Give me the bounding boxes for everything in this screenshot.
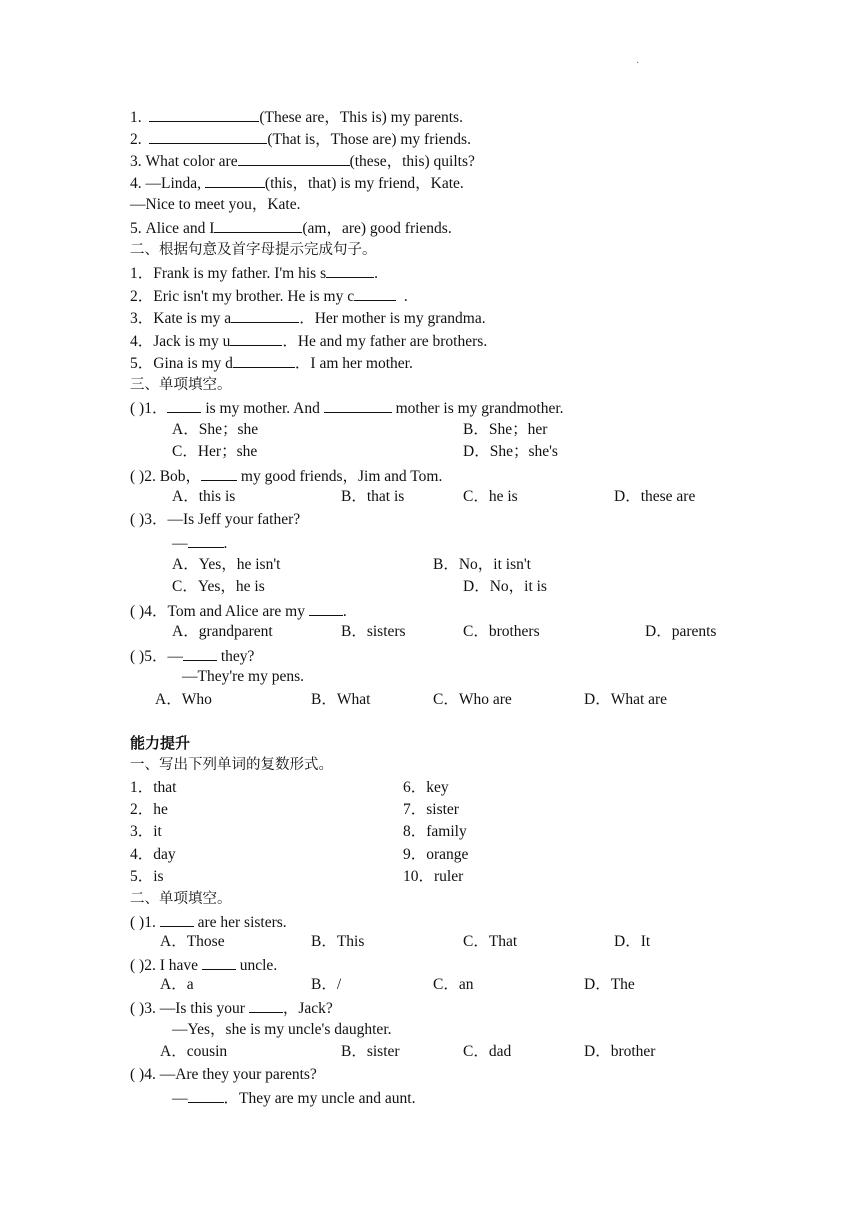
s2-q1-option-a[interactable]: A．Those (160, 933, 225, 950)
p3-q5-reply: —They're my pens. (182, 668, 305, 685)
word-item: 4．day (130, 846, 176, 863)
answer-blank[interactable] (354, 285, 396, 301)
s2-q4-answer: — ．They are my uncle and aunt. (172, 1087, 415, 1109)
answer-blank[interactable] (214, 217, 302, 233)
p3-q3-option-b[interactable]: B．No，it isn't (433, 556, 531, 573)
answer-blank[interactable] (201, 465, 237, 481)
word-item: 1．that (130, 779, 177, 796)
s2-q3-option-a[interactable]: A．cousin (160, 1043, 228, 1060)
answer-blank[interactable] (205, 172, 265, 188)
p3-q5-option-b[interactable]: B．What (311, 691, 371, 708)
p3-q5-option-d[interactable]: D．What are (584, 691, 668, 708)
p1-item-5: 5. Alice and I (am，are) good friends. (130, 217, 452, 239)
p3-q4-option-d[interactable]: D．parents (645, 623, 717, 640)
s2-q2-stem: ( )2. I have uncle. (130, 954, 277, 976)
word-item: 9．orange (403, 846, 469, 863)
p3-q5-stem: ( )5．— they? (130, 645, 254, 667)
part2-heading: 二、根据句意及首字母提示完成句子。 (130, 242, 377, 258)
s2-q1-option-b[interactable]: B．This (311, 933, 365, 950)
p3-q1-option-c[interactable]: C．Her；she (172, 443, 258, 460)
answer-blank[interactable] (230, 330, 282, 346)
p3-q2-option-a[interactable]: A．this is (172, 488, 236, 505)
p2-item-1: 1．Frank is my father. I'm his s . (130, 262, 378, 284)
answer-blank[interactable] (183, 645, 217, 661)
answer-blank[interactable] (326, 262, 374, 278)
word-item: 8．family (403, 823, 467, 840)
p1-item-2: 2. (That is，Those are) my friends. (130, 128, 471, 150)
s2-q3-option-d[interactable]: D．brother (584, 1043, 656, 1060)
p3-q4-stem: ( )4．Tom and Alice are my . (130, 600, 347, 622)
s2-q2-option-c[interactable]: C．an (433, 976, 474, 993)
p3-q3-option-d[interactable]: D．No，it is (463, 578, 547, 595)
p3-q4-option-a[interactable]: A．grandparent (172, 623, 273, 640)
answer-blank[interactable] (149, 106, 259, 122)
answer-blank[interactable] (167, 397, 201, 413)
p2-item-3: 3．Kate is my a ．Her mother is my grandma. (130, 307, 486, 329)
p1-item-4: 4. —Linda, (this，that) is my friend，Kate. (130, 172, 464, 194)
s2-q1-stem: ( )1. are her sisters. (130, 911, 287, 933)
p3-q2-stem: ( )2. Bob， my good friends，Jim and Tom. (130, 465, 442, 487)
answer-blank[interactable] (238, 150, 350, 166)
s2-q3-stem: ( )3. —Is this your ，Jack? (130, 997, 333, 1019)
part3-heading: 三、单项填空。 (130, 377, 232, 393)
word-item: 7．sister (403, 801, 459, 818)
s2-q2-option-a[interactable]: A．a (160, 976, 194, 993)
s2-q3-reply: —Yes，she is my uncle's daughter. (172, 1021, 392, 1038)
p2-item-2: 2．Eric isn't my brother. He is my c . (130, 285, 408, 307)
answer-blank[interactable] (249, 997, 283, 1013)
answer-blank[interactable] (188, 1087, 224, 1103)
answer-blank[interactable] (149, 128, 267, 144)
s2-part2-heading: 二、单项填空。 (130, 891, 232, 907)
answer-blank[interactable] (188, 532, 224, 548)
p2-item-4: 4．Jack is my u ．He and my father are brothers. (130, 330, 487, 352)
p3-q4-option-c[interactable]: C．brothers (463, 623, 540, 640)
p3-q2-option-b[interactable]: B．that is (341, 488, 405, 505)
p3-q3-stem: ( )3．—Is Jeff your father? (130, 511, 301, 528)
p1-item-4-reply: —Nice to meet you，Kate. (130, 196, 301, 213)
s2-q4-stem: ( )4. —Are they your parents? (130, 1066, 317, 1083)
p1-item-1: 1. (These are，This is) my parents. (130, 106, 463, 128)
p3-q2-option-d[interactable]: D．these are (614, 488, 696, 505)
p2-item-5: 5．Gina is my d ．I am her mother. (130, 352, 413, 374)
word-item: 6．key (403, 779, 449, 796)
word-item: 2．he (130, 801, 168, 818)
s2-q2-option-b[interactable]: B．/ (311, 976, 342, 993)
p3-q1-option-a[interactable]: A．She；she (172, 421, 259, 438)
p1-item-3: 3. What color are (these，this) quilts? (130, 150, 475, 172)
s2-q3-option-b[interactable]: B．sister (341, 1043, 400, 1060)
word-item: 5．is (130, 868, 164, 885)
answer-blank[interactable] (309, 600, 343, 616)
header-mark: · (636, 58, 640, 69)
p3-q1-option-d[interactable]: D．She；she's (463, 443, 558, 460)
word-item: 3．it (130, 823, 162, 840)
p3-q4-option-b[interactable]: B．sisters (341, 623, 406, 640)
answer-blank[interactable] (324, 397, 392, 413)
s2-q2-option-d[interactable]: D．The (584, 976, 635, 993)
answer-blank[interactable] (202, 954, 236, 970)
p3-q1-option-b[interactable]: B．She；her (463, 421, 548, 438)
p3-q3-option-c[interactable]: C．Yes，he is (172, 578, 265, 595)
p3-q5-option-a[interactable]: A．Who (155, 691, 212, 708)
p3-q1-stem: ( )1． is my mother. And mother is my grandmother. (130, 397, 564, 419)
s2-q1-option-c[interactable]: C．That (463, 933, 518, 950)
word-item: 10．ruler (403, 868, 464, 885)
s2-part1-heading: 一、写出下列单词的复数形式。 (130, 757, 333, 773)
s2-q1-option-d[interactable]: D．It (614, 933, 651, 950)
p3-q5-option-c[interactable]: C．Who are (433, 691, 512, 708)
p3-q2-option-c[interactable]: C．he is (463, 488, 518, 505)
p3-q3-option-a[interactable]: A．Yes，he isn't (172, 556, 281, 573)
p3-q3-answer: — . (172, 532, 227, 554)
answer-blank[interactable] (231, 307, 299, 323)
answer-blank[interactable] (233, 352, 295, 368)
answer-blank[interactable] (160, 911, 194, 927)
section-title: 能力提升 (130, 734, 191, 752)
s2-q3-option-c[interactable]: C．dad (463, 1043, 512, 1060)
